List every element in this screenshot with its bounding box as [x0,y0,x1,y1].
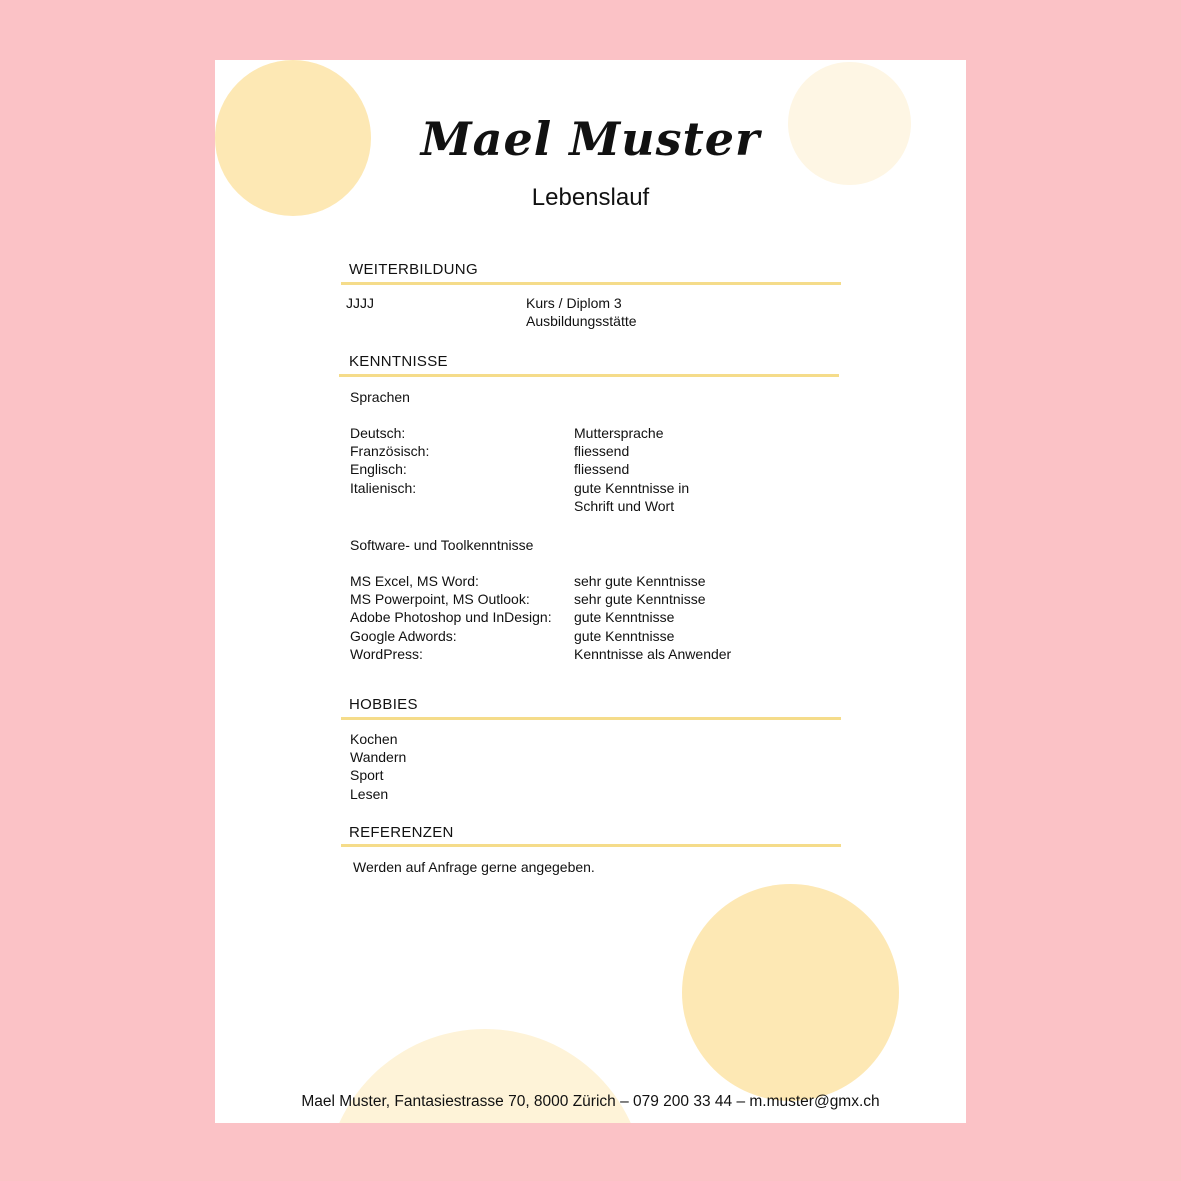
section-title-hobbies: HOBBIES [349,696,418,713]
software-label: Adobe Photoshop und InDesign: [350,609,552,626]
section-divider [339,374,839,377]
section-divider [341,282,841,285]
language-labels [350,424,429,497]
language-level-continued: Schrift und Wort [574,497,675,514]
software-heading: Software- und Toolkenntnisse [350,537,534,553]
software-label: WordPress: [350,645,423,662]
software-labels [350,572,552,663]
language-level: Muttersprache [574,425,664,441]
weiterbildung-institution: Ausbildungsstätte [526,313,637,330]
language-label: Deutsch: [350,425,406,441]
language-label: Französisch: [350,443,430,460]
software-label: MS Excel, MS Word: [350,573,479,589]
section-title-referenzen: REFERENZEN [349,824,454,841]
software-label: MS Powerpoint, MS Outlook: [350,591,530,608]
contact-footer: Mael Muster, Fantasiestrasse 70, 8000 Zürich – 079 200 33 44 – m.muster@gmx.ch [301,1093,880,1110]
language-label: Englisch: [350,461,407,478]
software-label: Google Adwords: [350,627,457,644]
software-level: gute Kenntnisse [574,627,675,644]
weiterbildung-course: Kurs / Diplom 3 [526,295,622,311]
hobbies-list [350,730,406,803]
software-level: gute Kenntnisse [574,609,675,626]
language-levels [574,424,689,515]
hobby-item: Lesen [350,785,389,802]
software-level: Kenntnisse als Anwender [574,645,732,662]
cv-page [215,60,966,1123]
language-level: fliessend [574,443,630,460]
hobby-item: Kochen [350,731,398,747]
section-title-weiterbildung: WEITERBILDUNG [349,261,478,278]
decorative-circle-bottom-right [682,884,899,1101]
languages-heading: Sprachen [350,389,410,405]
section-divider [341,717,841,720]
software-levels [574,572,731,663]
referenzen-text: Werden auf Anfrage gerne angegeben. [353,859,595,875]
weiterbildung-year: JJJJ [346,295,374,311]
section-title-kenntnisse: KENNTNISSE [349,353,448,370]
applicant-name: Mael Muster [420,112,761,166]
software-level: sehr gute Kenntnisse [574,573,706,589]
software-level: sehr gute Kenntnisse [574,591,706,608]
hobby-item: Sport [350,767,384,784]
language-level: gute Kenntnisse in [574,479,690,496]
language-level: fliessend [574,461,630,478]
weiterbildung-entry [526,294,637,330]
document-subtitle: Lebenslauf [531,184,650,211]
language-label: Italienisch: [350,479,417,496]
hobby-item: Wandern [350,749,407,766]
section-divider [341,844,841,847]
